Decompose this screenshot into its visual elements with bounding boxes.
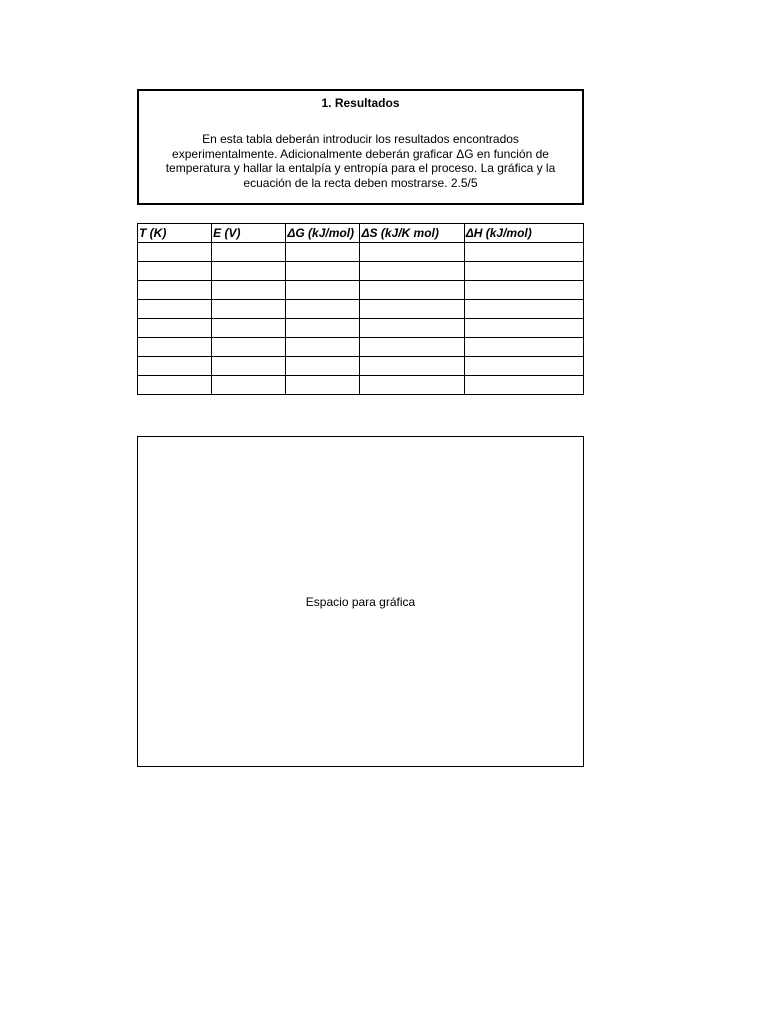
- table-cell[interactable]: [360, 357, 464, 376]
- table-cell[interactable]: [464, 376, 583, 395]
- table-cell[interactable]: [464, 319, 583, 338]
- table-cell[interactable]: [464, 357, 583, 376]
- column-header-potential: E (V): [212, 224, 286, 243]
- table-cell[interactable]: [212, 376, 286, 395]
- table-cell[interactable]: [212, 281, 286, 300]
- column-header-delta-h: ΔH (kJ/mol): [464, 224, 583, 243]
- table-cell[interactable]: [138, 300, 212, 319]
- table-cell[interactable]: [138, 243, 212, 262]
- table-cell[interactable]: [286, 319, 360, 338]
- table-row: [138, 262, 584, 281]
- table-row: [138, 300, 584, 319]
- table-cell[interactable]: [360, 262, 464, 281]
- table-row: [138, 338, 584, 357]
- table-cell[interactable]: [138, 262, 212, 281]
- column-header-temperature: T (K): [138, 224, 212, 243]
- column-header-delta-g: ΔG (kJ/mol): [286, 224, 360, 243]
- table-cell[interactable]: [286, 376, 360, 395]
- table-cell[interactable]: [286, 243, 360, 262]
- table-cell[interactable]: [360, 243, 464, 262]
- table-cell[interactable]: [212, 338, 286, 357]
- table-cell[interactable]: [464, 243, 583, 262]
- table-cell[interactable]: [360, 338, 464, 357]
- table-header-row: [138, 224, 584, 243]
- table-cell[interactable]: [138, 319, 212, 338]
- chart-placeholder-box: [137, 436, 584, 767]
- table-cell[interactable]: [212, 300, 286, 319]
- results-instructions-box: [137, 89, 584, 205]
- table-cell[interactable]: [212, 243, 286, 262]
- table-cell[interactable]: [464, 281, 583, 300]
- table-row: [138, 281, 584, 300]
- table-cell[interactable]: [212, 319, 286, 338]
- table-cell[interactable]: [286, 300, 360, 319]
- table-cell[interactable]: [360, 376, 464, 395]
- table-row: [138, 243, 584, 262]
- table-cell[interactable]: [212, 262, 286, 281]
- results-table: [137, 223, 584, 395]
- table-cell[interactable]: [138, 376, 212, 395]
- table-cell[interactable]: [360, 319, 464, 338]
- table-cell[interactable]: [138, 338, 212, 357]
- chart-placeholder-label: Espacio para gráfica: [305, 594, 416, 609]
- table-cell[interactable]: [360, 300, 464, 319]
- column-header-delta-s: ΔS (kJ/K mol): [360, 224, 464, 243]
- section-title: 1. Resultados: [321, 96, 400, 110]
- table-row: [138, 319, 584, 338]
- table-cell[interactable]: [138, 281, 212, 300]
- table-cell[interactable]: [286, 357, 360, 376]
- table-row: [138, 376, 584, 395]
- table-cell[interactable]: [464, 262, 583, 281]
- table-cell[interactable]: [286, 338, 360, 357]
- table-cell[interactable]: [286, 281, 360, 300]
- table-cell[interactable]: [464, 338, 583, 357]
- table-cell[interactable]: [212, 357, 286, 376]
- table-cell[interactable]: [360, 281, 464, 300]
- table-cell[interactable]: [138, 357, 212, 376]
- instructions-text: En esta tabla deberán introducir los resultados encontrados experimentalmente. Adicionalmente deberán graficar ΔG en función de temperatura y hallar la entalpía y entropía para el proceso. La gráfica y la ecuación de la recta deben mostrarse. 2.5/5: [165, 132, 556, 190]
- table-row: [138, 357, 584, 376]
- table-cell[interactable]: [464, 300, 583, 319]
- table-cell[interactable]: [286, 262, 360, 281]
